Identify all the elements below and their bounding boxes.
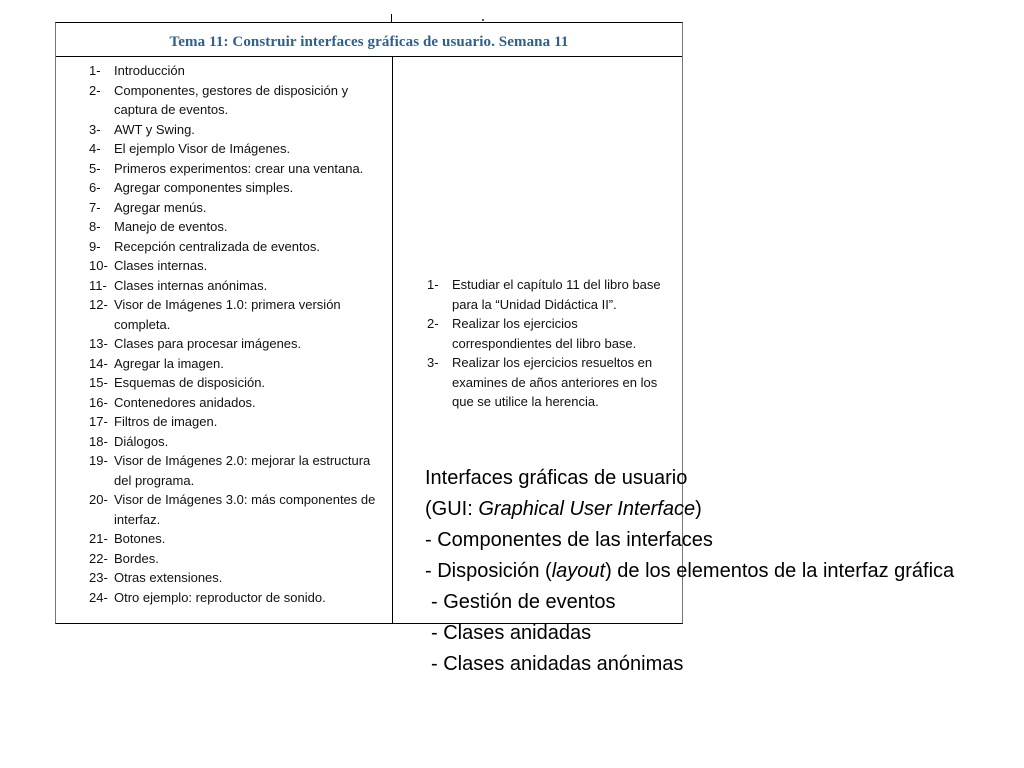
topic-item-text: Manejo de eventos. — [114, 219, 228, 234]
topic-item — [89, 588, 379, 608]
table-title-row — [56, 23, 682, 57]
topic-item-number: 8- — [89, 219, 101, 234]
topic-item — [89, 237, 379, 257]
topic-item — [89, 178, 379, 198]
summary-line-2-suffix: ) — [695, 498, 702, 520]
topic-item — [89, 490, 379, 529]
topic-item-number: 15- — [89, 375, 108, 390]
summary-line-2 — [425, 494, 1015, 525]
task-item-text: Realizar los ejercicios correspondientes del libro base. — [452, 316, 637, 351]
topic-item-number: 2- — [89, 82, 101, 98]
topic-item — [89, 217, 379, 237]
task-item-number: 1- — [427, 277, 439, 292]
topic-item-text: El ejemplo Visor de Imágenes. — [114, 141, 291, 156]
summary-line-2-prefix: (GUI: — [425, 498, 479, 520]
topic-item-text: Primeros experimentos: crear una ventana. — [114, 160, 364, 176]
topic-item — [89, 295, 379, 334]
topic-item-text: AWT y Swing. — [114, 121, 195, 137]
topic-item-text: Otro ejemplo: reproductor de sonido. — [114, 589, 326, 605]
topic-item-text: Componentes, gestores de disposición y captura de eventos. — [114, 82, 349, 117]
topics-list — [89, 61, 379, 607]
topic-item-number: 1- — [89, 63, 101, 78]
summary-line-4-prefix: - Disposición ( — [425, 560, 552, 582]
topic-item-number: 18- — [89, 433, 108, 449]
topic-item-number: 24- — [89, 589, 108, 605]
task-item — [427, 275, 679, 314]
topic-item — [89, 451, 379, 490]
topic-item-number: 5- — [89, 160, 101, 176]
topic-item-text: Otras extensiones. — [114, 570, 223, 585]
topic-item — [89, 432, 379, 452]
topic-item-number: 11- — [89, 277, 107, 293]
topic-item-text: Filtros de imagen. — [114, 414, 218, 429]
summary-line-4-suffix: ) de los elementos de la interfaz gráfica — [605, 560, 955, 582]
summary-line-4 — [425, 556, 1015, 587]
topic-item-number: 16- — [89, 394, 108, 410]
topic-item-number: 3- — [89, 121, 101, 137]
task-item — [427, 314, 679, 353]
summary-line-2-italic: Graphical User Interface — [478, 498, 696, 520]
topic-item-text: Clases internas. — [114, 258, 208, 273]
topic-item-text: Esquemas de disposición. — [114, 375, 266, 390]
topic-item — [89, 334, 379, 354]
summary-line-3: - Componentes de las interfaces — [425, 529, 713, 551]
topic-item — [89, 568, 379, 588]
topic-item-number: 6- — [89, 180, 101, 195]
table-title: Tema 11: Construir interfaces gráficas de usuario. Semana 11 — [169, 34, 569, 50]
summary-line-5: - Gestión de eventos — [431, 591, 616, 613]
summary-line-6: - Clases anidadas — [431, 622, 592, 644]
topic-item-number: 12- — [89, 297, 108, 312]
topic-item-text: Botones. — [114, 531, 166, 546]
task-item — [427, 353, 679, 412]
topic-item-number: 10- — [89, 258, 108, 273]
topic-item-text: Recepción centralizada de eventos. — [114, 238, 320, 254]
topic-item-number: 20- — [89, 492, 108, 507]
topic-item-text: Visor de Imágenes 3.0: más componentes de interfaz. — [114, 492, 376, 527]
topic-item-text: Contenedores anidados. — [114, 394, 256, 410]
topic-item-text: Visor de Imágenes 1.0: primera versión completa. — [114, 297, 341, 332]
topic-item — [89, 549, 379, 569]
column-divider — [392, 57, 393, 623]
topic-item-text: Agregar componentes simples. — [114, 180, 294, 195]
task-item-text: Estudiar el capítulo 11 del libro base para la “Unidad Didáctica II”. — [452, 277, 661, 312]
top-dot-mark — [482, 19, 484, 21]
task-item-text: Realizar los ejercicios resueltos en examines de años anteriores en los que se utilice la herencia. — [452, 355, 658, 409]
topic-item-text: Visor de Imágenes 2.0: mejorar la estructura del programa. — [114, 453, 371, 488]
topic-item-number: 7- — [89, 199, 101, 215]
topic-item — [89, 61, 379, 81]
topic-item — [89, 412, 379, 432]
summary-text — [425, 463, 1015, 680]
topic-item-text: Agregar la imagen. — [114, 355, 224, 371]
topic-item-text: Introducción — [114, 63, 185, 78]
topic-item-number: 22- — [89, 550, 108, 566]
topic-item-number: 4- — [89, 141, 101, 156]
topic-item — [89, 276, 379, 296]
topic-item — [89, 529, 379, 549]
summary-line-7: - Clases anidadas anónimas — [431, 653, 684, 675]
topic-item — [89, 354, 379, 374]
task-item-number: 2- — [427, 316, 439, 331]
topic-item-number: 21- — [89, 531, 108, 546]
topic-item-number: 13- — [89, 336, 108, 351]
task-item-number: 3- — [427, 355, 439, 370]
topic-item — [89, 256, 379, 276]
topic-item-text: Diálogos. — [114, 433, 169, 449]
topic-item-number: 9- — [89, 238, 101, 254]
topic-item-text: Agregar menús. — [114, 199, 207, 215]
topic-item-number: 17- — [89, 414, 108, 429]
topic-item-text: Clases para procesar imágenes. — [114, 336, 302, 351]
topic-item — [89, 139, 379, 159]
topic-item — [89, 373, 379, 393]
topic-item-text: Bordes. — [114, 550, 159, 566]
topic-item — [89, 198, 379, 218]
topic-item-text: Clases internas anónimas. — [114, 277, 268, 293]
topic-item-number: 19- — [89, 453, 108, 468]
tasks-list — [427, 275, 679, 412]
topic-item — [89, 81, 379, 120]
topic-item — [89, 393, 379, 413]
topic-item — [89, 120, 379, 140]
topic-item-number: 14- — [89, 355, 108, 371]
summary-line-1: Interfaces gráficas de usuario — [425, 467, 688, 489]
top-tick-mark — [391, 14, 392, 22]
topic-item-number: 23- — [89, 570, 108, 585]
summary-line-4-italic: layout — [551, 560, 606, 582]
topic-item — [89, 159, 379, 179]
